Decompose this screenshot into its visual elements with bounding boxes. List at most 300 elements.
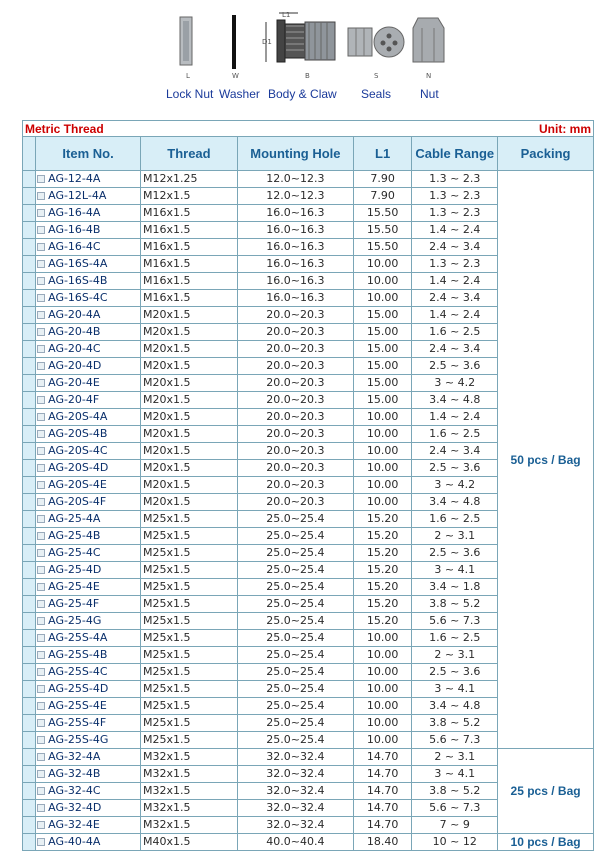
l1-cell: 7.90 xyxy=(353,171,412,188)
packing-cell: 25 pcs / Bag xyxy=(498,749,594,834)
caption-washer: Washer xyxy=(219,87,260,101)
l1-cell: 15.50 xyxy=(353,239,412,256)
cable-range-cell: 1.4 ~ 2.4 xyxy=(412,307,498,324)
packing-cell: 10 pcs / Bag xyxy=(498,834,594,851)
item-no-cell[interactable] xyxy=(36,613,141,630)
item-no-cell[interactable] xyxy=(36,409,141,426)
thread-cell: M32x1.5 xyxy=(141,749,238,766)
item-no-cell[interactable] xyxy=(36,715,141,732)
row-blank-cell xyxy=(23,443,36,460)
item-no-cell[interactable] xyxy=(36,596,141,613)
cable-range-cell: 1.6 ~ 2.5 xyxy=(412,630,498,647)
item-link-icon xyxy=(37,294,45,302)
thread-cell: M20x1.5 xyxy=(141,358,238,375)
item-link-icon xyxy=(37,243,45,251)
mounting-hole-cell: 25.0~25.4 xyxy=(237,579,353,596)
thread-cell: M25x1.5 xyxy=(141,579,238,596)
item-no-text[interactable]: AG-25S-4A xyxy=(48,631,108,644)
item-no-cell[interactable] xyxy=(36,630,141,647)
item-link-icon xyxy=(37,600,45,608)
item-link-icon xyxy=(37,651,45,659)
header-blank xyxy=(23,137,36,171)
item-no-text[interactable]: AG-16-4B xyxy=(48,223,101,236)
row-blank-cell xyxy=(23,817,36,834)
l1-cell: 15.50 xyxy=(353,205,412,222)
cable-range-cell: 1.4 ~ 2.4 xyxy=(412,273,498,290)
cable-range-cell: 3.8 ~ 5.2 xyxy=(412,715,498,732)
item-link-icon xyxy=(37,787,45,795)
thread-cell: M20x1.5 xyxy=(141,477,238,494)
l1-cell: 15.20 xyxy=(353,562,412,579)
thread-cell: M12x1.25 xyxy=(141,171,238,188)
row-blank-cell xyxy=(23,613,36,630)
item-no-text[interactable]: AG-12L-4A xyxy=(48,189,107,202)
item-no-text[interactable]: AG-25-4D xyxy=(48,563,102,576)
cable-range-cell: 2.5 ~ 3.6 xyxy=(412,545,498,562)
item-link-icon xyxy=(37,685,45,693)
thread-cell: M25x1.5 xyxy=(141,613,238,630)
item-no-cell[interactable] xyxy=(36,341,141,358)
mounting-hole-cell: 20.0~20.3 xyxy=(237,477,353,494)
l1-cell: 15.20 xyxy=(353,579,412,596)
item-no-cell[interactable] xyxy=(36,358,141,375)
mounting-hole-cell: 12.0~12.3 xyxy=(237,171,353,188)
mounting-hole-cell: 12.0~12.3 xyxy=(237,188,353,205)
item-link-icon xyxy=(37,447,45,455)
row-blank-cell xyxy=(23,256,36,273)
item-no-cell[interactable] xyxy=(36,273,141,290)
l1-cell: 10.00 xyxy=(353,698,412,715)
item-no-text[interactable]: AG-16S-4A xyxy=(48,257,108,270)
item-no-text[interactable]: AG-32-4B xyxy=(48,767,101,780)
item-no-cell[interactable] xyxy=(36,800,141,817)
thread-cell: M25x1.5 xyxy=(141,715,238,732)
item-no-text[interactable]: AG-20-4A xyxy=(48,308,101,321)
item-no-text[interactable]: AG-25-4E xyxy=(48,580,100,593)
cable-range-cell: 3 ~ 4.1 xyxy=(412,562,498,579)
l1-cell: 14.70 xyxy=(353,766,412,783)
mounting-hole-cell: 25.0~25.4 xyxy=(237,698,353,715)
item-no-text[interactable]: AG-20-4E xyxy=(48,376,100,389)
thread-cell: M25x1.5 xyxy=(141,647,238,664)
row-blank-cell xyxy=(23,239,36,256)
item-no-text[interactable]: AG-25-4C xyxy=(48,546,101,559)
thread-cell: M20x1.5 xyxy=(141,341,238,358)
item-link-icon xyxy=(37,464,45,472)
l1-cell: 14.70 xyxy=(353,749,412,766)
mounting-hole-cell: 20.0~20.3 xyxy=(237,443,353,460)
l1-cell: 10.00 xyxy=(353,443,412,460)
row-blank-cell xyxy=(23,290,36,307)
item-no-cell[interactable] xyxy=(36,290,141,307)
cable-range-cell: 2 ~ 3.1 xyxy=(412,647,498,664)
caption-nut: Nut xyxy=(420,87,439,101)
mounting-hole-cell: 20.0~20.3 xyxy=(237,375,353,392)
item-no-cell[interactable] xyxy=(36,783,141,800)
item-no-cell[interactable] xyxy=(36,426,141,443)
item-link-icon xyxy=(37,838,45,846)
row-blank-cell xyxy=(23,409,36,426)
item-no-text[interactable]: AG-20S-4A xyxy=(48,410,108,423)
mounting-hole-cell: 20.0~20.3 xyxy=(237,392,353,409)
cable-range-cell: 3.4 ~ 1.8 xyxy=(412,579,498,596)
mounting-hole-cell: 16.0~16.3 xyxy=(237,239,353,256)
item-no-text[interactable]: AG-25S-4C xyxy=(48,665,108,678)
item-link-icon xyxy=(37,515,45,523)
thread-cell: M25x1.5 xyxy=(141,596,238,613)
thread-cell: M25x1.5 xyxy=(141,732,238,749)
item-no-cell[interactable] xyxy=(36,307,141,324)
mounting-hole-cell: 16.0~16.3 xyxy=(237,256,353,273)
l1-cell: 10.00 xyxy=(353,647,412,664)
mounting-hole-cell: 25.0~25.4 xyxy=(237,511,353,528)
unit-label: Unit: mm xyxy=(539,122,591,136)
item-no-text[interactable]: AG-16S-4B xyxy=(48,274,108,287)
cable-range-cell: 10 ~ 12 xyxy=(412,834,498,851)
mounting-hole-cell: 32.0~32.4 xyxy=(237,766,353,783)
cable-range-cell: 1.3 ~ 2.3 xyxy=(412,171,498,188)
row-blank-cell xyxy=(23,477,36,494)
cable-range-cell: 3.4 ~ 4.8 xyxy=(412,698,498,715)
row-blank-cell xyxy=(23,171,36,188)
item-no-text[interactable]: AG-32-4D xyxy=(48,801,102,814)
item-link-icon xyxy=(37,566,45,574)
item-link-icon xyxy=(37,277,45,285)
cable-range-cell: 1.3 ~ 2.3 xyxy=(412,188,498,205)
row-blank-cell xyxy=(23,358,36,375)
washer-illustration xyxy=(232,15,236,69)
thread-cell: M20x1.5 xyxy=(141,392,238,409)
item-no-text[interactable]: AG-25-4G xyxy=(48,614,102,627)
row-blank-cell xyxy=(23,749,36,766)
l1-cell: 10.00 xyxy=(353,681,412,698)
item-link-icon xyxy=(37,804,45,812)
thread-cell: M25x1.5 xyxy=(141,511,238,528)
row-blank-cell xyxy=(23,647,36,664)
item-no-cell[interactable] xyxy=(36,511,141,528)
lock-nut-illustration xyxy=(180,17,192,65)
l1-cell: 10.00 xyxy=(353,732,412,749)
item-no-text[interactable]: AG-20S-4C xyxy=(48,444,108,457)
item-link-icon xyxy=(37,583,45,591)
item-link-icon xyxy=(37,430,45,438)
thread-cell: M40x1.5 xyxy=(141,834,238,851)
item-no-cell[interactable] xyxy=(36,817,141,834)
l1-cell: 15.00 xyxy=(353,392,412,409)
item-no-cell[interactable] xyxy=(36,256,141,273)
row-blank-cell xyxy=(23,562,36,579)
item-no-cell[interactable] xyxy=(36,443,141,460)
mounting-hole-cell: 20.0~20.3 xyxy=(237,426,353,443)
cable-range-cell: 3 ~ 4.1 xyxy=(412,681,498,698)
mounting-hole-cell: 25.0~25.4 xyxy=(237,630,353,647)
item-link-icon xyxy=(37,702,45,710)
thread-cell: M20x1.5 xyxy=(141,324,238,341)
item-link-icon xyxy=(37,617,45,625)
item-no-cell[interactable] xyxy=(36,324,141,341)
thread-cell: M25x1.5 xyxy=(141,630,238,647)
row-blank-cell xyxy=(23,766,36,783)
table-header-row xyxy=(23,137,594,171)
spec-table xyxy=(22,136,594,851)
item-no-cell[interactable] xyxy=(36,766,141,783)
thread-cell: M20x1.5 xyxy=(141,307,238,324)
row-blank-cell xyxy=(23,783,36,800)
l1-cell: 15.00 xyxy=(353,358,412,375)
lock-nut-letter: L xyxy=(186,72,190,80)
item-no-cell[interactable] xyxy=(36,171,141,188)
item-no-cell[interactable] xyxy=(36,579,141,596)
item-no-text[interactable]: AG-16S-4C xyxy=(48,291,108,304)
header-l1: L1 xyxy=(353,137,412,171)
item-no-cell[interactable] xyxy=(36,834,141,851)
cable-range-cell: 3 ~ 4.2 xyxy=(412,375,498,392)
item-link-icon xyxy=(37,192,45,200)
mounting-hole-cell: 20.0~20.3 xyxy=(237,494,353,511)
item-no-cell[interactable] xyxy=(36,375,141,392)
item-no-text[interactable]: AG-25-4A xyxy=(48,512,101,525)
parts-diagram xyxy=(0,0,610,118)
row-blank-cell xyxy=(23,273,36,290)
item-no-text[interactable]: AG-20S-4E xyxy=(48,478,107,491)
mounting-hole-cell: 20.0~20.3 xyxy=(237,358,353,375)
item-no-text[interactable]: AG-20S-4B xyxy=(48,427,108,440)
item-link-icon xyxy=(37,362,45,370)
item-no-cell[interactable] xyxy=(36,545,141,562)
cable-range-cell: 1.6 ~ 2.5 xyxy=(412,426,498,443)
thread-cell: M20x1.5 xyxy=(141,494,238,511)
l1-cell: 15.00 xyxy=(353,307,412,324)
row-blank-cell xyxy=(23,188,36,205)
thread-cell: M16x1.5 xyxy=(141,256,238,273)
row-blank-cell xyxy=(23,324,36,341)
item-no-text[interactable]: AG-20-4F xyxy=(48,393,100,406)
row-blank-cell xyxy=(23,392,36,409)
l1-cell: 14.70 xyxy=(353,817,412,834)
mounting-hole-cell: 20.0~20.3 xyxy=(237,324,353,341)
row-blank-cell xyxy=(23,800,36,817)
thread-cell: M16x1.5 xyxy=(141,290,238,307)
row-blank-cell xyxy=(23,222,36,239)
mounting-hole-cell: 32.0~32.4 xyxy=(237,817,353,834)
item-no-text[interactable]: AG-25S-4G xyxy=(48,733,109,746)
l1-cell: 18.40 xyxy=(353,834,412,851)
item-link-icon xyxy=(37,311,45,319)
mounting-hole-cell: 25.0~25.4 xyxy=(237,732,353,749)
item-no-text[interactable]: AG-25S-4D xyxy=(48,682,109,695)
thread-cell: M25x1.5 xyxy=(141,664,238,681)
row-blank-cell xyxy=(23,579,36,596)
l1-cell: 15.50 xyxy=(353,222,412,239)
item-link-icon xyxy=(37,532,45,540)
item-no-text[interactable]: AG-20-4D xyxy=(48,359,102,372)
mounting-hole-cell: 25.0~25.4 xyxy=(237,647,353,664)
cable-range-cell: 2.5 ~ 3.6 xyxy=(412,460,498,477)
item-link-icon xyxy=(37,770,45,778)
l1-cell: 10.00 xyxy=(353,494,412,511)
item-no-cell[interactable] xyxy=(36,647,141,664)
row-blank-cell xyxy=(23,375,36,392)
l1-dimension-letter: L1 xyxy=(282,11,291,19)
item-link-icon xyxy=(37,481,45,489)
cable-range-cell: 3.8 ~ 5.2 xyxy=(412,783,498,800)
cable-range-cell: 3.8 ~ 5.2 xyxy=(412,596,498,613)
row-blank-cell xyxy=(23,630,36,647)
item-link-icon xyxy=(37,260,45,268)
item-no-cell[interactable] xyxy=(36,477,141,494)
thread-cell: M16x1.5 xyxy=(141,205,238,222)
mounting-hole-cell: 25.0~25.4 xyxy=(237,681,353,698)
item-no-cell[interactable] xyxy=(36,222,141,239)
item-no-cell[interactable] xyxy=(36,205,141,222)
item-no-text[interactable]: AG-25-4F xyxy=(48,597,100,610)
cable-range-cell: 3.4 ~ 4.8 xyxy=(412,494,498,511)
mounting-hole-cell: 16.0~16.3 xyxy=(237,222,353,239)
table-title-bar xyxy=(22,120,594,137)
nut-letter: N xyxy=(426,72,432,80)
item-no-cell[interactable] xyxy=(36,749,141,766)
item-link-icon xyxy=(37,396,45,404)
l1-cell: 15.00 xyxy=(353,324,412,341)
mounting-hole-cell: 40.0~40.4 xyxy=(237,834,353,851)
row-blank-cell xyxy=(23,715,36,732)
item-link-icon xyxy=(37,736,45,744)
item-link-icon xyxy=(37,328,45,336)
body-claw-illustration xyxy=(266,13,335,62)
row-blank-cell xyxy=(23,205,36,222)
mounting-hole-cell: 32.0~32.4 xyxy=(237,749,353,766)
cable-range-cell: 2.4 ~ 3.4 xyxy=(412,341,498,358)
item-no-cell[interactable] xyxy=(36,392,141,409)
cable-range-cell: 1.3 ~ 2.3 xyxy=(412,205,498,222)
item-no-cell[interactable] xyxy=(36,562,141,579)
item-no-text[interactable]: AG-25S-4E xyxy=(48,699,107,712)
table-row xyxy=(23,749,594,766)
row-blank-cell xyxy=(23,834,36,851)
l1-cell: 14.70 xyxy=(353,800,412,817)
header-thread: Thread xyxy=(141,137,238,171)
packing-cell: 50 pcs / Bag xyxy=(498,171,594,749)
l1-cell: 15.20 xyxy=(353,545,412,562)
item-no-text[interactable]: AG-16-4C xyxy=(48,240,101,253)
item-no-text[interactable]: AG-25S-4F xyxy=(48,716,107,729)
item-no-text[interactable]: AG-40-4A xyxy=(48,835,101,848)
body-letter: B xyxy=(305,72,310,80)
l1-cell: 10.00 xyxy=(353,409,412,426)
item-no-text[interactable]: AG-32-4A xyxy=(48,750,101,763)
cable-range-cell: 5.6 ~ 7.3 xyxy=(412,800,498,817)
mounting-hole-cell: 25.0~25.4 xyxy=(237,596,353,613)
cable-range-cell: 2.5 ~ 3.6 xyxy=(412,358,498,375)
l1-cell: 7.90 xyxy=(353,188,412,205)
item-no-cell[interactable] xyxy=(36,239,141,256)
l1-cell: 10.00 xyxy=(353,630,412,647)
item-link-icon xyxy=(37,753,45,761)
l1-cell: 10.00 xyxy=(353,477,412,494)
row-blank-cell xyxy=(23,732,36,749)
item-no-cell[interactable] xyxy=(36,188,141,205)
l1-cell: 10.00 xyxy=(353,256,412,273)
cable-range-cell: 1.4 ~ 2.4 xyxy=(412,409,498,426)
item-no-cell[interactable] xyxy=(36,681,141,698)
row-blank-cell xyxy=(23,494,36,511)
item-no-cell[interactable] xyxy=(36,528,141,545)
item-no-cell[interactable] xyxy=(36,698,141,715)
item-link-icon xyxy=(37,498,45,506)
l1-cell: 10.00 xyxy=(353,715,412,732)
cable-range-cell: 1.6 ~ 2.5 xyxy=(412,511,498,528)
item-no-text[interactable]: AG-16-4A xyxy=(48,206,101,219)
mounting-hole-cell: 25.0~25.4 xyxy=(237,562,353,579)
mounting-hole-cell: 25.0~25.4 xyxy=(237,715,353,732)
cable-range-cell: 2 ~ 3.1 xyxy=(412,749,498,766)
item-no-text[interactable]: AG-12-4A xyxy=(48,172,101,185)
row-blank-cell xyxy=(23,596,36,613)
l1-cell: 15.20 xyxy=(353,528,412,545)
item-no-text[interactable]: AG-32-4C xyxy=(48,784,101,797)
l1-cell: 15.20 xyxy=(353,511,412,528)
thread-cell: M20x1.5 xyxy=(141,375,238,392)
item-no-text[interactable]: AG-20-4C xyxy=(48,342,101,355)
item-link-icon xyxy=(37,175,45,183)
thread-cell: M25x1.5 xyxy=(141,681,238,698)
mounting-hole-cell: 25.0~25.4 xyxy=(237,664,353,681)
mounting-hole-cell: 16.0~16.3 xyxy=(237,205,353,222)
l1-cell: 15.20 xyxy=(353,596,412,613)
item-link-icon xyxy=(37,379,45,387)
thread-cell: M25x1.5 xyxy=(141,562,238,579)
row-blank-cell xyxy=(23,341,36,358)
mounting-hole-cell: 32.0~32.4 xyxy=(237,783,353,800)
item-no-cell[interactable] xyxy=(36,664,141,681)
cable-range-cell: 1.3 ~ 2.3 xyxy=(412,256,498,273)
thread-cell: M32x1.5 xyxy=(141,800,238,817)
item-no-cell[interactable] xyxy=(36,732,141,749)
item-link-icon xyxy=(37,549,45,557)
item-no-text[interactable]: AG-20S-4D xyxy=(48,461,109,474)
row-blank-cell xyxy=(23,664,36,681)
seals-letter: S xyxy=(374,72,379,80)
item-link-icon xyxy=(37,634,45,642)
cable-range-cell: 2.4 ~ 3.4 xyxy=(412,290,498,307)
header-mounting-hole: Mounting Hole xyxy=(237,137,353,171)
thread-cell: M20x1.5 xyxy=(141,460,238,477)
thread-cell: M12x1.5 xyxy=(141,188,238,205)
header-packing: Packing xyxy=(498,137,594,171)
item-link-icon xyxy=(37,668,45,676)
cable-range-cell: 1.4 ~ 2.4 xyxy=(412,222,498,239)
cable-range-cell: 5.6 ~ 7.3 xyxy=(412,613,498,630)
item-link-icon xyxy=(37,821,45,829)
item-no-text[interactable]: AG-32-4E xyxy=(48,818,100,831)
row-blank-cell xyxy=(23,426,36,443)
row-blank-cell xyxy=(23,681,36,698)
item-no-cell[interactable] xyxy=(36,494,141,511)
item-link-icon xyxy=(37,719,45,727)
item-no-text[interactable]: AG-25S-4B xyxy=(48,648,108,661)
item-no-text[interactable]: AG-20S-4F xyxy=(48,495,107,508)
item-no-text[interactable]: AG-20-4B xyxy=(48,325,101,338)
mounting-hole-cell: 20.0~20.3 xyxy=(237,409,353,426)
item-no-cell[interactable] xyxy=(36,460,141,477)
mounting-hole-cell: 25.0~25.4 xyxy=(237,613,353,630)
item-no-text[interactable]: AG-25-4B xyxy=(48,529,101,542)
item-link-icon xyxy=(37,413,45,421)
thread-cell: M25x1.5 xyxy=(141,545,238,562)
item-link-icon xyxy=(37,345,45,353)
thread-cell: M32x1.5 xyxy=(141,817,238,834)
thread-cell: M32x1.5 xyxy=(141,783,238,800)
